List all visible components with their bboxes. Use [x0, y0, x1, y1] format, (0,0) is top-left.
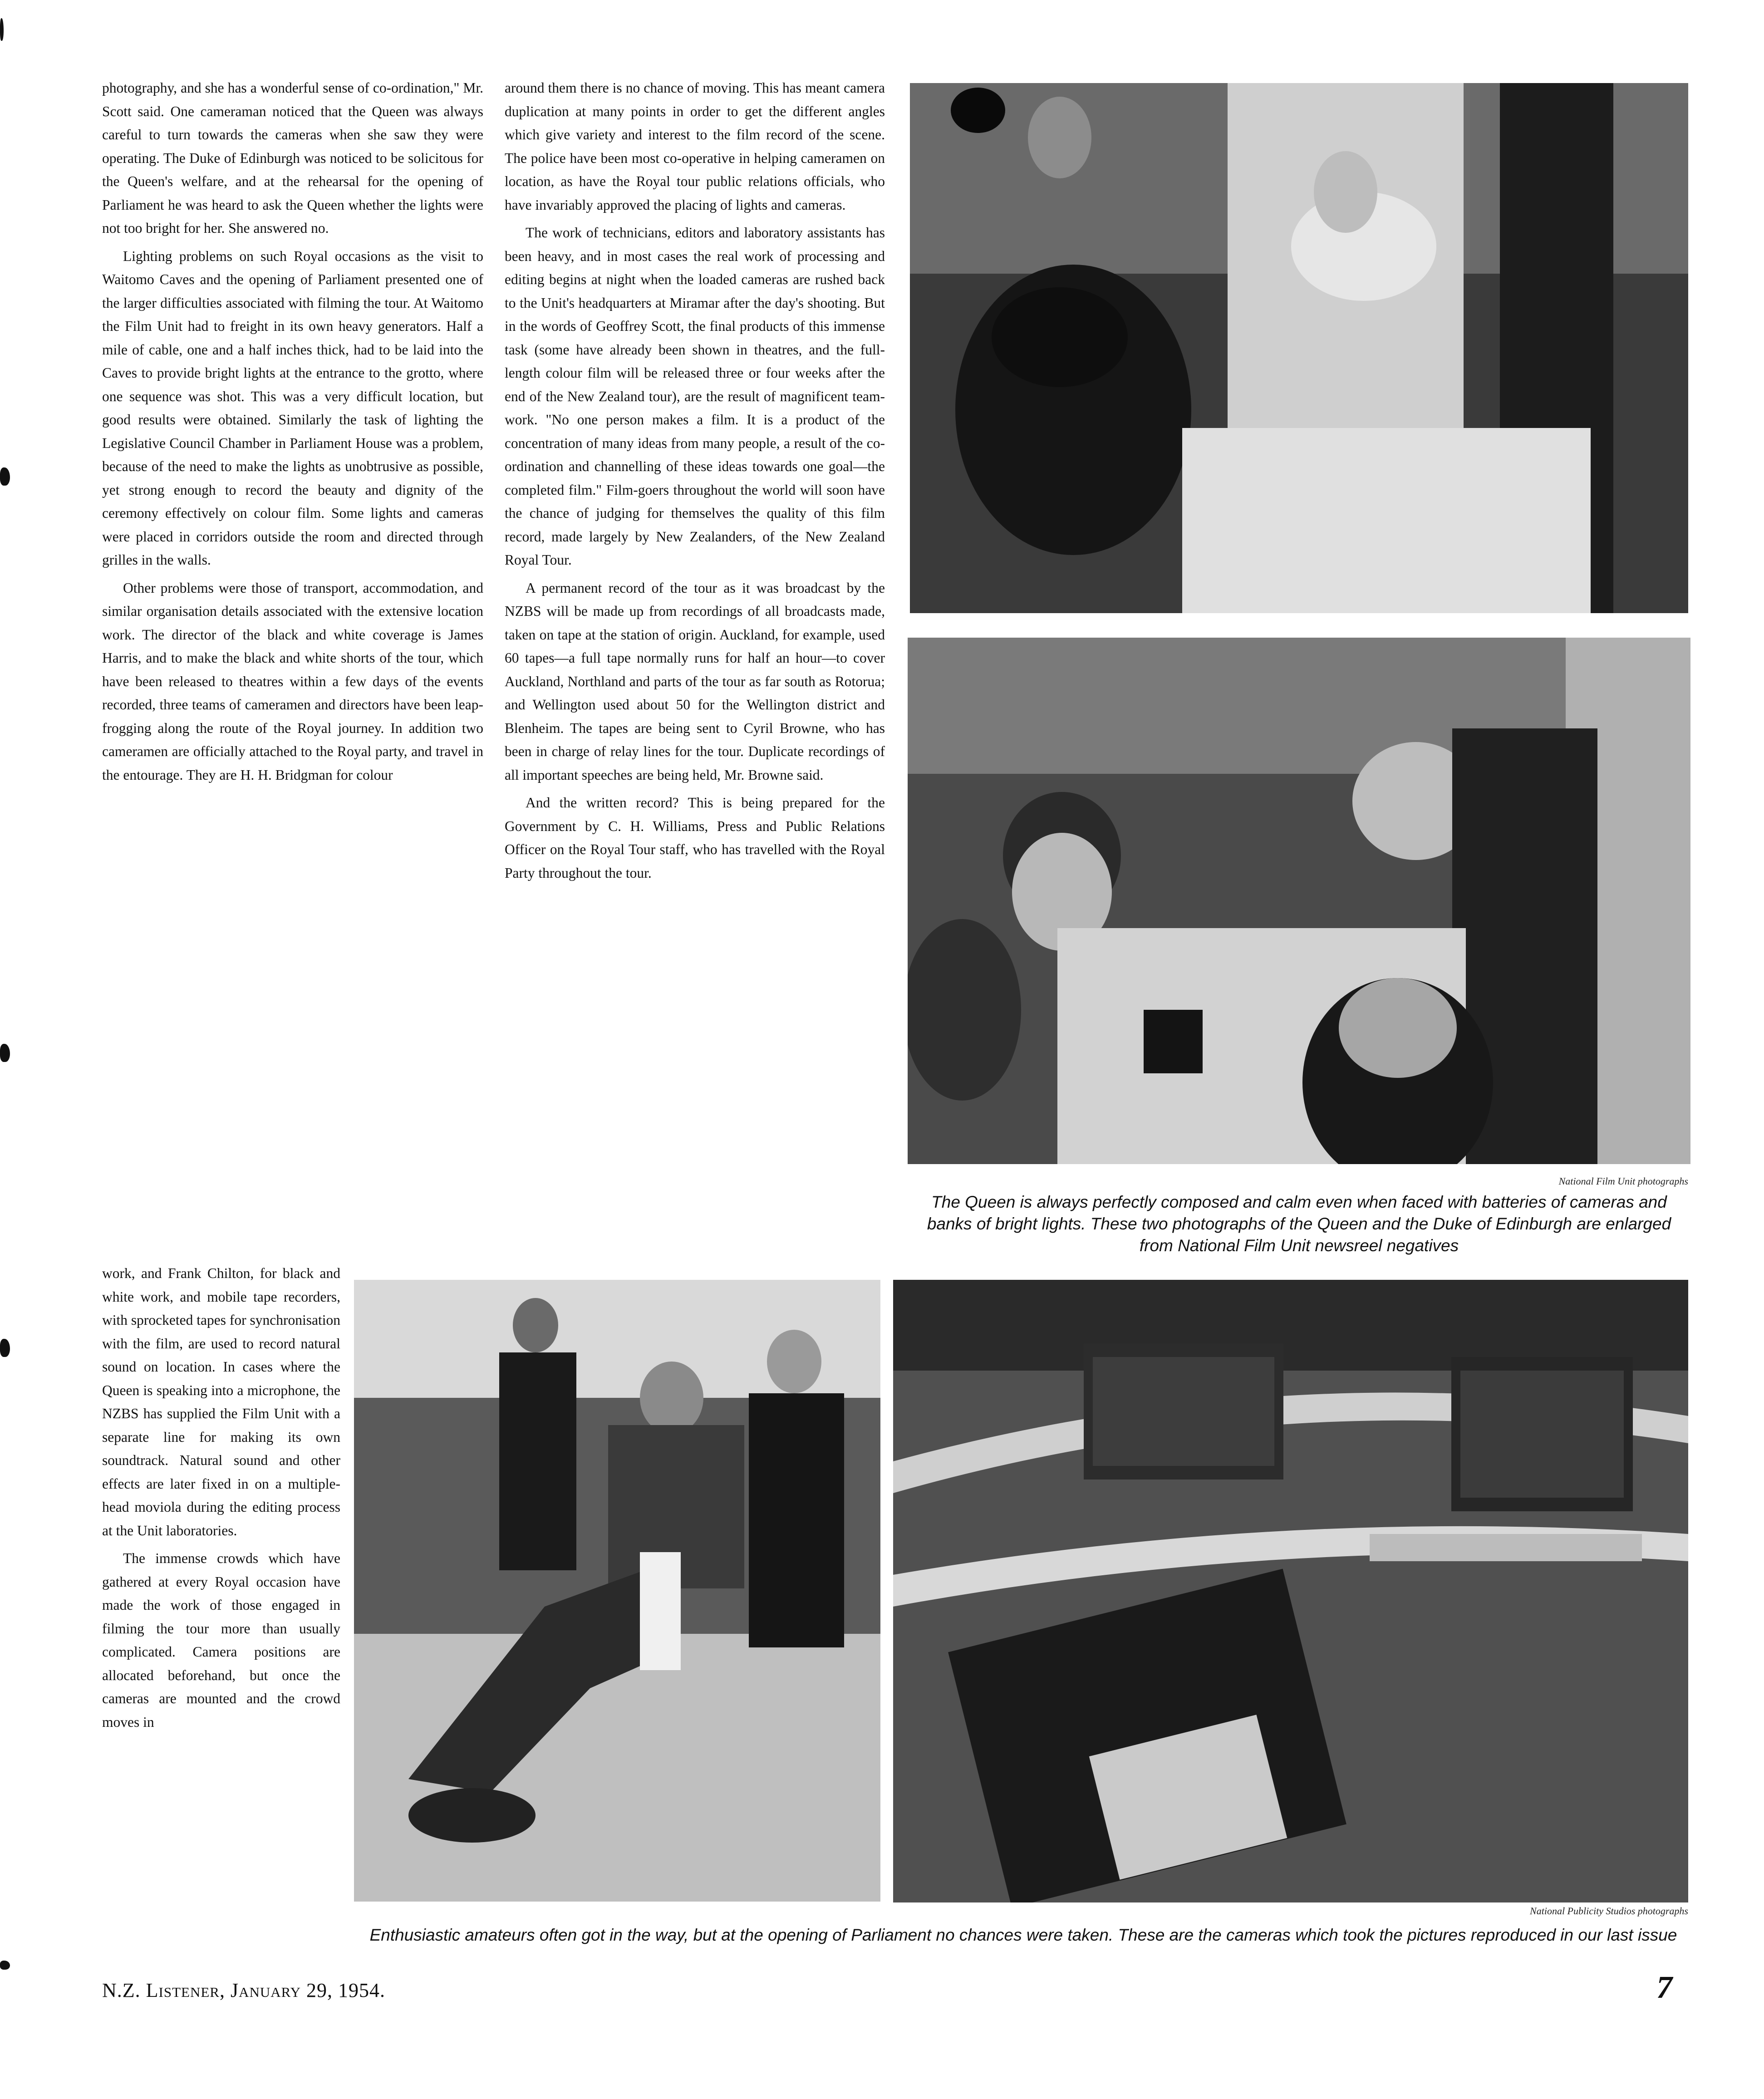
scan-mark — [0, 1339, 10, 1357]
photo-amateur-cameraman — [354, 1280, 880, 1902]
photo-film-cameras — [893, 1280, 1688, 1902]
paragraph: Lighting problems on such Royal occasions as the visit to Waitomo Caves and the opening of Parliament presented one of the larger difficulties associated with filming the tour. At Waitomo the Film Unit had to freight in its own heavy generators. Half a mile of cable, one and a half inches thick, had to be laid into the Caves to provide bright lights at the entrance to the grotto, where one sequence was shot. This was a very difficult location, but good results were obtained. Similarly the task of lighting the Legislative Council Chamber in Parliament House was a problem, because of the need to make the lights as unobtrusive as possible, yet strong enough to record the beauty and dignity of the ceremony effectively on colour film. Some lights and cameras were placed in corridors outside the room and directed through grilles in the walls. — [102, 248, 483, 568]
photo-credit: National Film Unit photographs — [1558, 1175, 1688, 1187]
article-column-2 — [505, 76, 885, 1274]
scan-mark — [0, 467, 10, 486]
paragraph: The immense crowds which have gathered at every Royal occasion have made the work of those engaged in filming the tour more than usually complicated. Camera positions are allocated beforehand, but once the cameras are mounted and the crowd moves in — [102, 1550, 340, 1730]
photo-queen-signing — [910, 83, 1688, 613]
paragraph: around them there is no chance of moving. This has meant camera duplication at many points in order to get the different angles which give variety and interest to the film record of the scene. The police have been most co-operative in helping cameramen on location, as have the Royal tour public relations officials, who have invariably approved the placing of lights and cameras. — [505, 80, 885, 213]
article-column-1-continued — [102, 1262, 340, 1956]
scan-mark — [0, 1961, 10, 1970]
paragraph: Other problems were those of transport, accommodation, and similar organisation details associated with the extensive location work. The director of the black and white coverage is James Harris, and to make the black and white shorts of the tour, which have been released to theatres within a few days of the events recorded, three teams of cameramen and directors have been leap-frogging along the route of the Royal journey. In addition two cameramen are officially attached to the Royal party, and travel in the entourage. They are H. H. Bridgman for colour — [102, 580, 483, 783]
publication-footer: N.Z. Listener, January 29, 1954. — [102, 1979, 385, 2001]
photo-duke-of-edinburgh — [908, 638, 1690, 1164]
paragraph: work, and Frank Chilton, for black and white work, and mobile tape recorders, with sprocketed tapes for synchronisation with the film, are used to record natural sound on location. In cases where the Queen is speaking into a microphone, the NZBS has supplied the Film Unit with a separate line for making its own soundtrack. Natural sound and other effects are later fixed in on a multiple-head moviola during the editing process at the Unit laboratories. — [102, 1265, 340, 1539]
paragraph: A permanent record of the tour as it was broadcast by the NZBS will be made up from recordings of all broadcasts made, taken on tape at the station of origin. Auckland, for example, used 60 tapes—a full tape normally runs for half an hour—to cover Auckland, Northland and parts of the tour as far south as Rotorua; and Wellington used about 50 for the Wellington district and Blenheim. The tapes are being sent to Cyril Browne, who has been in charge of relay lines for the tour. Duplicate recordings of all important speeches are being held, Mr. Browne said. — [505, 580, 885, 783]
scan-mark — [0, 18, 4, 41]
paragraph: And the written record? This is being prepared for the Government by C. H. Williams, Press and Public Relations Officer on the Royal Tour staff, who has travelled with the Royal Party throughout the tour. — [505, 795, 885, 881]
photo-credit: National Publicity Studios photographs — [1530, 1905, 1688, 1917]
paragraph: photography, and she has a wonderful sense of co-ordination," Mr. Scott said. One cameraman noticed that the Queen was always careful to turn towards the cameras when she saw they were operating. The Duke of Edinburgh was noticed to be solicitous for the Queen's welfare, and at the rehearsal for the opening of Parliament he was heard to ask the Queen whether the lights were not too bright for her. She answered no. — [102, 80, 483, 236]
page-number: 7 — [1656, 1970, 1672, 2005]
scan-mark — [0, 1044, 10, 1062]
photo-caption: The Queen is always perfectly composed and calm even when faced with batteries of cameras and banks of bright lights. These two photographs of the Queen and the Duke of Edinburgh are enlarged from National Film Unit newsreel negatives — [927, 1193, 1671, 1255]
photo-caption: Enthusiastic amateurs often got in the way, but at the opening of Parliament no chances were taken. These are the cameras which took the pictures reproduced in our last issue — [369, 1926, 1677, 1944]
article-column-1 — [102, 76, 483, 1270]
paragraph: The work of technicians, editors and laboratory assistants has been heavy, and in most cases the real work of processing and editing begins at night when the loaded cameras are rushed back to the Unit's headquarters at Miramar after the day's shooting. But in the words of Geoffrey Scott, the final products of this immense task (some have already been shown in theatres, and the full-length colour film will be released three or four weeks after the end of the New Zealand tour), are the result of magnificent team-work. "No one person makes a film. It is a product of the concentration of many ideas from many people, a result of the co-ordination and channelling of these ideas towards one goal—the completed film." Film-goers throughout the world will soon have the chance of judging for themselves the quality of this film record, made largely by New Zealanders, of the New Zealand Royal Tour. — [505, 225, 885, 568]
